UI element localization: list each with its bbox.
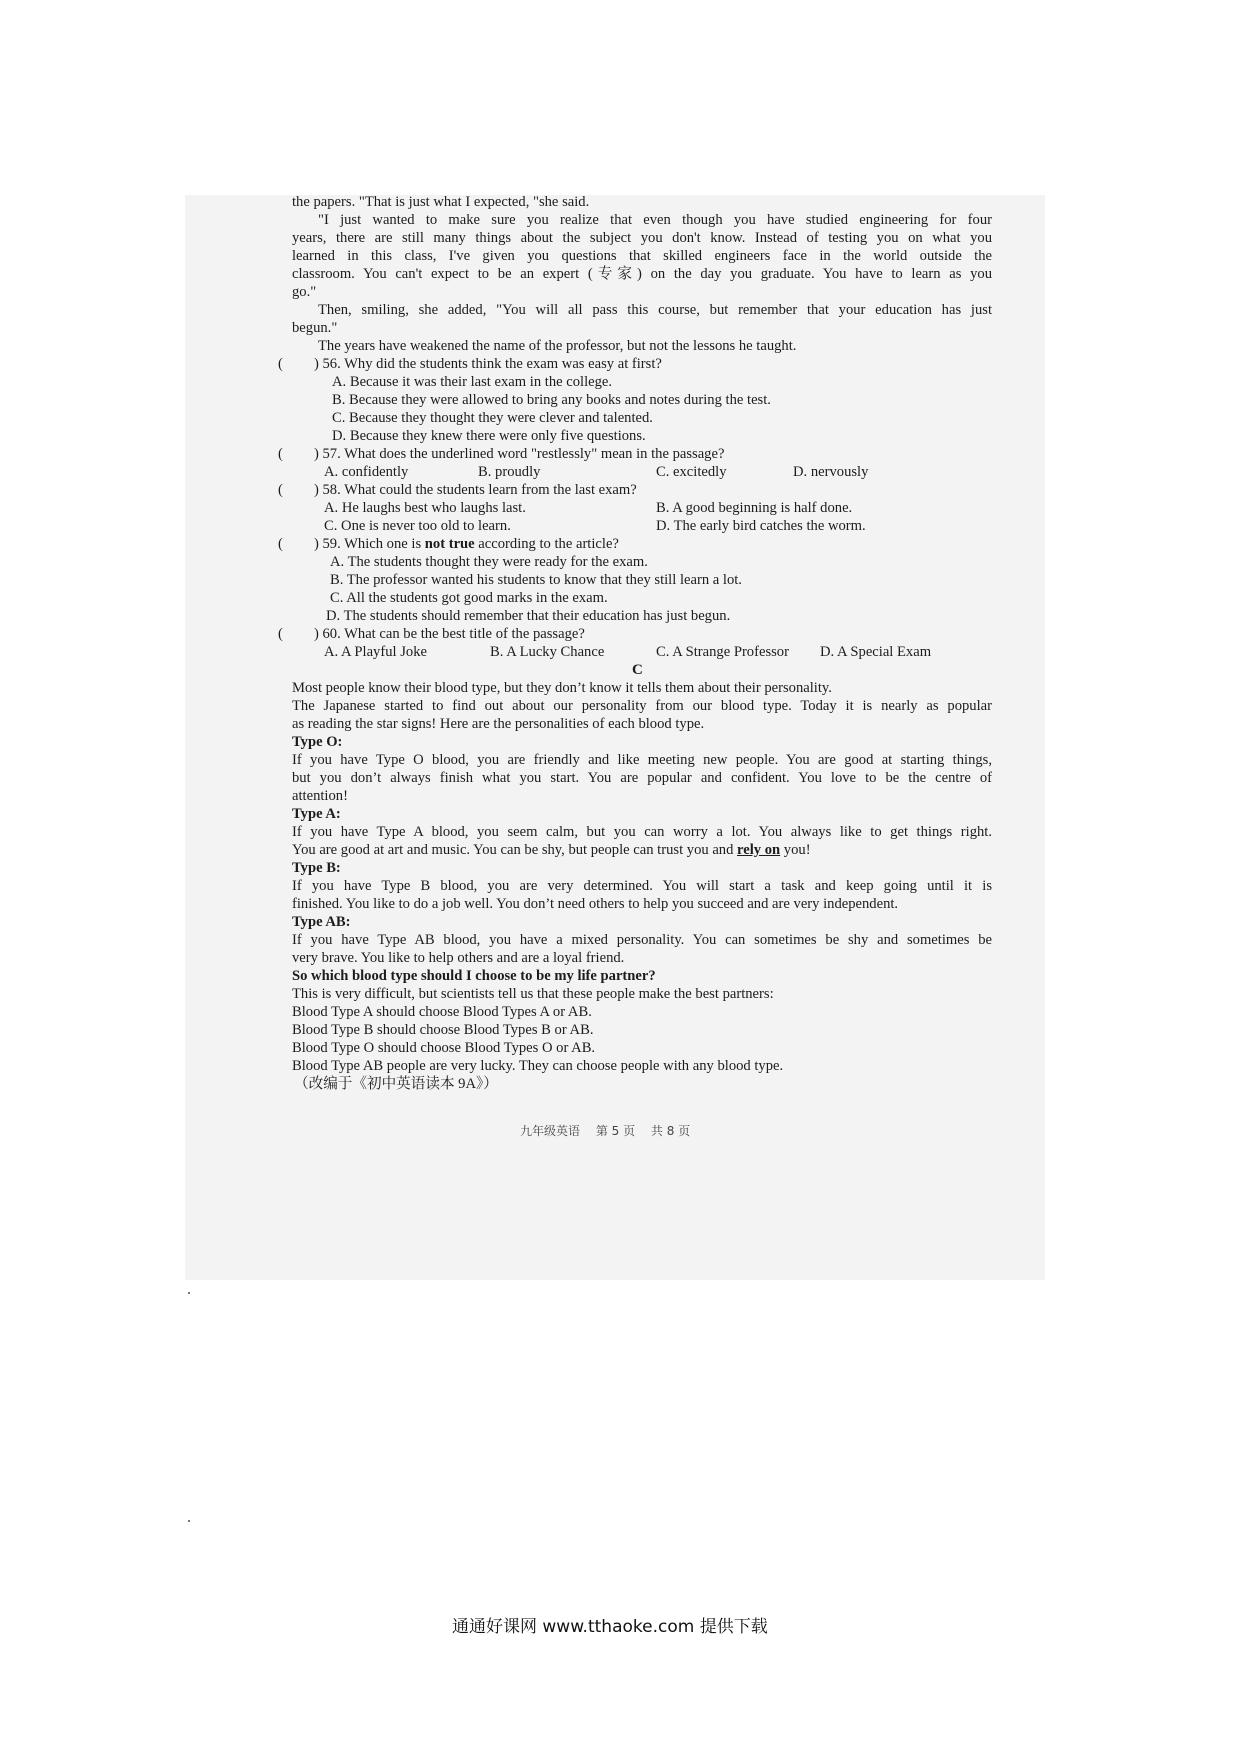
passage-b-line: "I just wanted to make sure you realize that even though you have studied engineering for four [318,212,992,228]
question-60-option: C. A Strange Professor [656,644,789,660]
type-ab-line: very brave. You like to help others and are a loyal friend. [292,950,625,966]
partner-line: Blood Type A should choose Blood Types A or AB. [292,1004,592,1020]
answer-bracket[interactable]: ( [278,626,283,642]
type-o-line: but you don’t always finish what you start. You are popular and confident. You love to be the centre of [292,770,992,786]
partner-line: Blood Type O should choose Blood Types O or AB. [292,1040,596,1056]
answer-bracket[interactable]: ( [278,482,283,498]
type-o-line: If you have Type O blood, you are friendly and like meeting new people. You are good at starting things, [292,752,992,768]
page-number-footer: 九年级英语 第 5 页 共 8 页 [520,1124,691,1138]
type-a-line: If you have Type A blood, you seem calm, but you can worry a lot. You always like to get things right. [292,824,992,840]
question-57-option: D. nervously [793,464,869,480]
question-59-option: D. The students should remember that their education has just begun. [326,608,731,624]
answer-bracket[interactable]: ( [278,356,283,372]
question-57-stem: ) 57. What does the underlined word "restlessly" mean in the passage? [314,446,725,462]
type-a-heading: Type A: [292,806,341,822]
type-ab-line: If you have Type AB blood, you have a mixed personality. You can sometimes be shy and sometimes be [292,932,992,948]
not-true-emphasis: not true [424,536,475,552]
scan-speck [188,1292,190,1294]
question-59-option: A. The students thought they were ready for the exam. [330,554,648,570]
answer-bracket[interactable]: ( [278,536,283,552]
question-60-option: A. A Playful Joke [324,644,427,660]
type-a-line: You are good at art and music. You can be shy, but people can trust you and rely on you! [292,842,811,858]
answer-bracket[interactable]: ( [278,446,283,462]
question-56-stem: ) 56. Why did the students think the exam was easy at first? [314,356,662,372]
passage-b-line: Then, smiling, she added, "You will all pass this course, but remember that your education has just [318,302,992,318]
question-56-option: C. Because they thought they were clever and talented. [332,410,653,426]
question-56-option: D. Because they knew there were only five questions. [332,428,646,444]
passage-c-line: Most people know their blood type, but they don’t know it tells them about their personality. [292,680,832,696]
question-57-option: B. proudly [478,464,541,480]
question-58-stem: ) 58. What could the students learn from the last exam? [314,482,637,498]
question-60-option: B. A Lucky Chance [490,644,605,660]
type-b-line: finished. You like to do a job well. You don’t need others to help you succeed and are very independent. [292,896,899,912]
rely-on-underlined: rely on [737,842,781,858]
question-56-option: A. Because it was their last exam in the college. [332,374,613,390]
source-note: （改编于《初中英语读本 9A》） [294,1076,498,1092]
question-60-option: D. A Special Exam [820,644,932,660]
question-58-option: C. One is never too old to learn. [324,518,511,534]
type-b-line: If you have Type B blood, you are very determined. You will start a task and keep going until it is [292,878,992,894]
question-56-option: B. Because they were allowed to bring any books and notes during the test. [332,392,771,408]
passage-b-line: classroom. You can't expect to be an expert (专家) on the day you graduate. You have to learn as you [292,266,992,282]
passage-b-line: go." [292,284,317,300]
partner-line: This is very difficult, but scientists tell us that these people make the best partners: [292,986,774,1002]
passage-b-line: the papers. "That is just what I expected, "she said. [292,194,590,210]
question-58-option: D. The early bird catches the worm. [656,518,866,534]
question-59-stem: ) 59. Which one is not true according to the article? [314,536,619,552]
type-b-heading: Type B: [292,860,341,876]
question-60-stem: ) 60. What can be the best title of the passage? [314,626,585,642]
scan-speck [188,1520,190,1522]
passage-b-line: The years have weakened the name of the professor, but not the lessons he taught. [318,338,797,354]
question-59-option: B. The professor wanted his students to know that they still learn a lot. [330,572,742,588]
passage-c-line: The Japanese started to find out about our personality from our blood type. Today it is nearly as popular [292,698,992,714]
partner-heading: So which blood type should I choose to be my life partner? [292,968,656,984]
passage-b-line: years, there are still many things about the subject you don't know. Instead of testing you on what you [292,230,992,246]
type-o-heading: Type O: [292,734,343,750]
partner-line: Blood Type AB people are very lucky. They can choose people with any blood type. [292,1058,784,1074]
question-58-option: A. He laughs best who laughs last. [324,500,526,516]
question-57-option: A. confidently [324,464,409,480]
question-59-option: C. All the students got good marks in the exam. [330,590,608,606]
site-footer[interactable]: 通通好课网 www.tthaoke.com 提供下载 [452,1617,768,1637]
type-o-line: attention! [292,788,348,804]
passage-b-line: begun." [292,320,338,336]
partner-line: Blood Type B should choose Blood Types B or AB. [292,1022,594,1038]
question-57-option: C. excitedly [656,464,727,480]
passage-b-line: learned in this class, I've given you questions that skilled engineers face in the world outside the [292,248,992,264]
question-58-option: B. A good beginning is half done. [656,500,853,516]
section-letter-c: C [632,662,643,678]
type-ab-heading: Type AB: [292,914,351,930]
passage-c-line: as reading the star signs! Here are the personalities of each blood type. [292,716,705,732]
